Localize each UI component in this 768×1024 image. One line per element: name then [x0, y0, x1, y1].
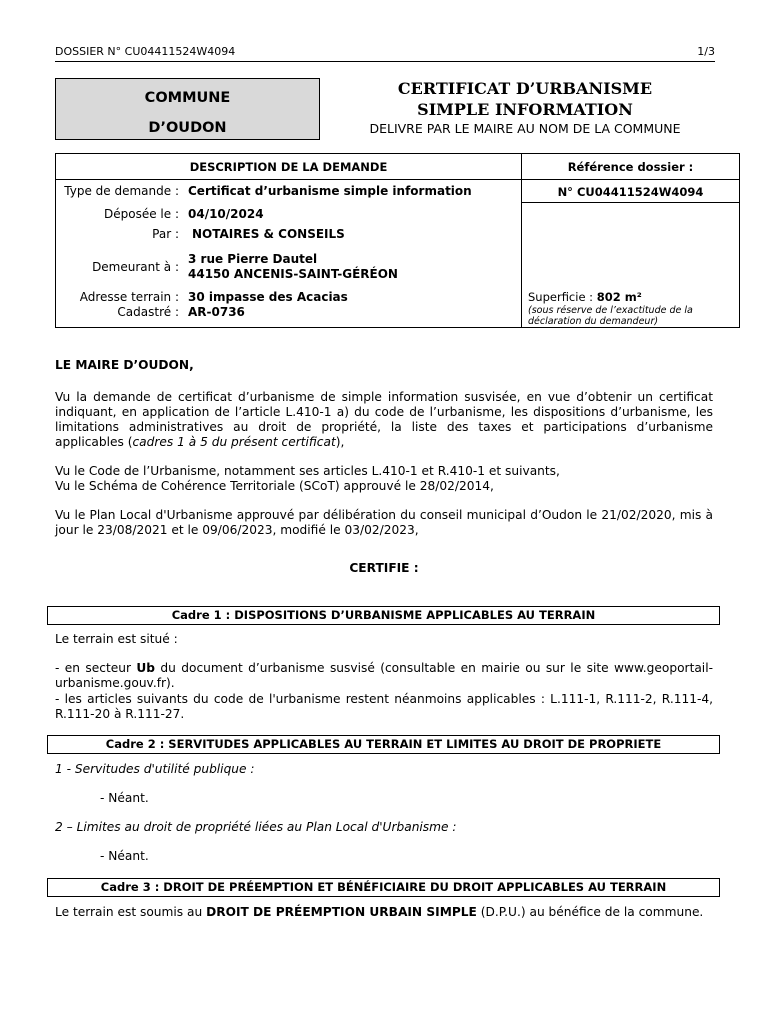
- superficie: [528, 290, 642, 304]
- adresse-label: Adresse terrain :: [79, 290, 179, 304]
- table-divider: [521, 202, 739, 203]
- adresse-value: 30 impasse des Acacias: [188, 290, 348, 304]
- vu-code: Vu le Code de l’Urbanisme, notamment ses articles L.410-1 et R.410-1 et suivants,: [55, 464, 560, 478]
- preemption-text-after: (D.P.U.) au bénéfice de la commune.: [476, 905, 704, 919]
- superficie-note: (sous réserve de l’exactitude de la déclaration du demandeur): [528, 305, 693, 327]
- commune-name: D’OUDON: [148, 120, 227, 136]
- par-label: Par :: [152, 227, 179, 241]
- description-header: DESCRIPTION DE LA DEMANDE: [189, 160, 388, 174]
- cadre-2-sub-2: 2 – Limites au droit de propriété liées au Plan Local d'Urbanisme :: [55, 820, 457, 834]
- secteur-text-before: - en secteur: [55, 661, 137, 675]
- dossier-number: DOSSIER N° CU04411524W4094: [55, 45, 236, 58]
- cadre-3-text: [55, 905, 713, 920]
- preemption-text-before: Le terrain est soumis au: [55, 905, 207, 919]
- certifie-heading: CERTIFIE :: [349, 561, 419, 575]
- cadre-1-articles: - les articles suivants du code de l'urbanisme restent néanmoins applicables : L.111-1, R.111-2, R.111-4, R.111-20 à R.111-27.: [55, 692, 713, 721]
- reference-value: N° CU04411524W4094: [557, 185, 704, 199]
- reference-header: Référence dossier :: [567, 160, 694, 174]
- deposee-label: Déposée le :: [104, 207, 179, 221]
- commune-box: [55, 78, 320, 140]
- secteur-text-after: du document d’urbanisme susvisé (consultable en mairie ou sur le site www.geoportail-urbanisme.gouv.fr).: [55, 661, 713, 690]
- page-number: 1/3: [697, 45, 715, 58]
- vu-demande: [55, 390, 713, 450]
- cadre-2-neant-2: - Néant.: [100, 849, 149, 863]
- request-table: [55, 153, 740, 328]
- type-value: Certificat d’urbanisme simple information: [188, 184, 472, 198]
- par-value: NOTAIRES & CONSEILS: [192, 227, 345, 241]
- type-label: Type de demande :: [64, 184, 179, 198]
- cadre-3-title: Cadre 3 : DROIT DE PRÉEMPTION ET BÉNÉFICIAIRE DU DROIT APPLICABLES AU TERRAIN: [47, 878, 720, 897]
- vu-demande-end: ),: [335, 435, 345, 449]
- cadre-2-title: Cadre 2 : SERVITUDES APPLICABLES AU TERRAIN ET LIMITES AU DROIT DE PROPRIETE: [47, 735, 720, 754]
- table-divider: [56, 179, 739, 180]
- page-header: [55, 44, 715, 62]
- preemption-type: DROIT DE PRÉEMPTION URBAIN SIMPLE: [206, 905, 477, 919]
- cadre-1-intro: Le terrain est situé :: [55, 632, 178, 646]
- title-line-2: SIMPLE INFORMATION: [417, 100, 633, 119]
- title-line-3: DELIVRE PAR LE MAIRE AU NOM DE LA COMMUNE: [369, 121, 681, 136]
- document-title: [330, 78, 720, 136]
- demeurant-line-2: 44150 ANCENIS-SAINT-GÉRÉON: [188, 267, 398, 281]
- secteur-code: Ub: [136, 661, 156, 675]
- cadre-2-sub-1: 1 - Servitudes d'utilité publique :: [55, 762, 255, 776]
- cadastre-value: AR-0736: [188, 305, 245, 319]
- title-line-1: CERTIFICAT D’URBANISME: [397, 79, 653, 98]
- cadre-1-title: Cadre 1 : DISPOSITIONS D’URBANISME APPLICABLES AU TERRAIN: [47, 606, 720, 625]
- deposee-value: 04/10/2024: [188, 207, 264, 221]
- cadre-1-secteur: [55, 661, 713, 691]
- vu-scot: Vu le Schéma de Cohérence Territoriale (SCoT) approuvé le 28/02/2014,: [55, 479, 494, 493]
- superficie-label: Superficie :: [528, 290, 594, 304]
- vu-demande-italic: cadres 1 à 5 du présent certificat: [132, 435, 336, 449]
- demeurant-label: Demeurant à :: [92, 260, 179, 274]
- cadastre-label: Cadastré :: [117, 305, 179, 319]
- vu-plu: Vu le Plan Local d'Urbanisme approuvé par délibération du conseil municipal d’Oudon le 21/02/2020, mis à jour le 23/08/2021 et le 09/06/2023, modifié le 03/02/2023,: [55, 508, 713, 537]
- demeurant-line-1: 3 rue Pierre Dautel: [188, 252, 318, 266]
- commune-label: COMMUNE: [144, 90, 231, 106]
- superficie-value: 802 m²: [596, 290, 642, 304]
- cadre-2-neant-1: - Néant.: [100, 791, 149, 805]
- maire-heading: LE MAIRE D’OUDON,: [55, 358, 194, 372]
- vu-demande-text: Vu la demande de certificat d’urbanisme de simple information susvisée, en vue d’obtenir un certificat indiquant, en application de l’article L.410-1 a) du code de l’urbanisme, les dispositions d’urbanisme, les limitations administratives au droit de propriété, la liste des taxes et participations d’urbanisme applicables (: [55, 390, 713, 449]
